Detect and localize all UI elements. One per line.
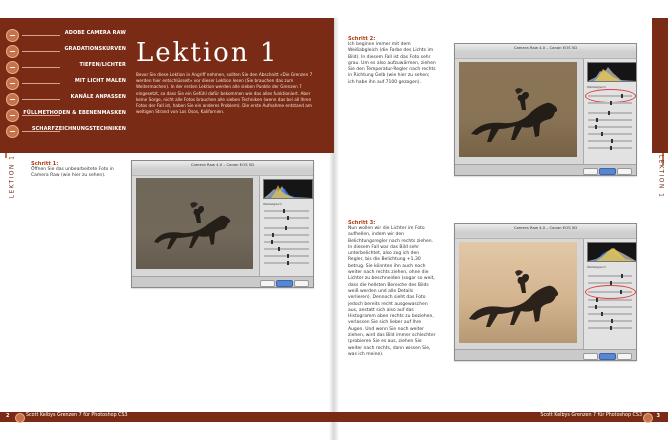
vertical-lesson-label-left	[2, 154, 16, 200]
nav-rule	[22, 35, 60, 36]
nav-label: KANÄLE ANPASSEN	[70, 94, 126, 100]
adjustment-panel	[259, 176, 313, 276]
nav-item-gradationskurven	[0, 44, 132, 59]
panel-label: Weißabgleich	[587, 265, 606, 269]
tool-strip	[132, 169, 313, 176]
histogram	[587, 242, 637, 262]
nav-label: TIEFEN/LICHTER	[79, 62, 126, 68]
adjustment-panel	[583, 59, 636, 164]
top-margin-left	[0, 0, 334, 18]
step-description: Ich beginne immer mit dem Weißabgleich (die Farbe des Lichts im Bild). In diesem Fall ist das Foto sehr grau. Um es also aufzuwärmen, ziehen Sie den Temperatur-Regler nach rechts in Richtung Gelb (wie hier zu sehen; ich habe ihn auf 7100 gezogen).	[348, 42, 436, 85]
adjustment-panel	[583, 239, 636, 350]
step-description: Nun wollen wir die Lichter im Foto aufhellen, indem wir den Belichtungsregler nach rechts ziehen. In diesem Fall war das Bild sehr unterbelichtet, also zog ich den Regler, bis die Belichtung +1,30 betrug. Sie könnten ihn auch noch weiter nach rechts ziehen, ohne die Lichter zu beschneiden (sogar so weit, dass die hellsten Bereiche des Bilds weiß werden und alle Details verlieren). Dennoch sieht das Foto jedoch bereits recht ausgewaschen aus, anstatt sich also auf das Histogramm oben rechts zu beziehen, verlassen Sie sich lieber auf Ihre Augen. Und wenn Sie noch weiter ziehen, wird das Bild immer schlechter (probieren Sie es aus, ziehen Sie weiter nach rechts, dann wissen Sie, was ich meine).	[348, 226, 436, 357]
circle-bullet-icon	[6, 93, 19, 106]
nav-label: SCHARFZEICHNUNGSTECHNIKEN	[31, 126, 126, 132]
window-title: Camera Raw 4.0 – Canon EOS 5D	[455, 44, 636, 53]
step-title: Schritt 2:	[348, 36, 376, 42]
tool-strip	[455, 232, 636, 239]
brightness-slider[interactable]	[588, 320, 632, 322]
dialog-footer	[455, 164, 636, 175]
step-2-text-block	[348, 36, 436, 86]
lesson-title: Lektion 1	[136, 38, 279, 68]
circle-bullet-icon	[6, 109, 19, 122]
page-number: 2	[6, 413, 10, 419]
horse-photo	[459, 62, 577, 157]
nav-rule	[22, 51, 60, 52]
tool-strip	[455, 52, 636, 59]
temperature-slider[interactable]	[588, 95, 632, 97]
histogram	[587, 62, 637, 82]
dialog-buttons	[583, 353, 633, 358]
brightness-slider[interactable]	[588, 140, 632, 142]
circle-bullet-icon	[6, 125, 19, 138]
blacks-slider[interactable]	[264, 248, 309, 250]
exposure-slider[interactable]	[264, 227, 309, 229]
recovery-slider[interactable]	[264, 234, 309, 236]
tint-slider[interactable]	[588, 102, 632, 104]
temperature-slider[interactable]	[264, 210, 309, 212]
nav-label: ADOBE CAMERA RAW	[64, 30, 126, 36]
nav-item-adobe-camera-raw	[0, 28, 132, 43]
top-margin-right	[334, 0, 668, 18]
circle-bullet-icon	[6, 45, 19, 58]
window-title: Camera Raw 4.0 – Canon EOS 5D	[132, 161, 313, 170]
window-title: Camera Raw 4.0 – Canon EOS 5D	[455, 224, 636, 233]
exposure-slider[interactable]	[588, 112, 632, 114]
circle-bullet-icon	[6, 77, 19, 90]
tint-slider[interactable]	[264, 217, 309, 219]
vertical-lesson-text: LEKTION 1	[8, 154, 16, 199]
nav-item-scharfzeichnung	[0, 124, 132, 139]
cancel-button[interactable]	[617, 353, 632, 360]
camera-raw-screenshot-3	[454, 223, 637, 361]
contrast-slider[interactable]	[264, 262, 309, 264]
tint-slider[interactable]	[588, 282, 632, 284]
circle-bullet-icon	[643, 413, 653, 423]
nav-label: FÜLLMETHODEN & EBENENMASKEN	[23, 110, 126, 116]
nav-item-kanaele-anpassen	[0, 92, 132, 107]
horse-photo	[459, 242, 577, 343]
dialog-buttons	[260, 280, 310, 285]
camera-raw-screenshot-2	[454, 43, 637, 176]
right-edge-band	[652, 18, 668, 153]
nav-label: MIT LICHT MALEN	[74, 78, 126, 84]
step-3-text-block	[348, 220, 436, 358]
recovery-slider[interactable]	[588, 119, 632, 121]
exposure-slider[interactable]	[588, 291, 632, 293]
fill-light-slider[interactable]	[588, 126, 632, 128]
fill-light-slider[interactable]	[588, 306, 632, 308]
lesson-intro-text: Bevor Sie diese Lektion in Angriff nehmen, sollten Sie den Abschnitt »Die Grenzen 7 werden hier entschlüsselt« vor dieser Lektion lesen (Sie brauchen das zum Weitermachen). In der ersten Lektion werden alle sieben Punkte der Grenzen 7 eingesetzt, so dass Sie ein Gefühl dafür bekommen wie das alles funktioniert. Aber keine Sorge, nicht alle Fotos brauchen alle sieben Techniken (wenn das bei all Ihren Fotos der Fall ist, haben Sie ein anderes Problem). Die erste Aufnahme entstand am weltigen Strand von Los Osos, Kalifornien.	[136, 72, 313, 115]
panel-label: Weißabgleich	[587, 85, 606, 89]
horse-rider-illustration	[459, 62, 577, 157]
vertical-lesson-text: LEKTION 1	[657, 154, 665, 199]
page-number: 3	[656, 413, 660, 419]
contrast-slider[interactable]	[588, 327, 632, 329]
horse-rider-illustration	[459, 242, 577, 343]
dialog-footer	[455, 349, 636, 360]
step-title: Schritt 3:	[348, 220, 376, 226]
step-1-text-block	[31, 161, 121, 180]
histogram	[263, 179, 313, 199]
nav-rule	[22, 99, 60, 100]
temperature-slider[interactable]	[588, 275, 632, 277]
open-image-button[interactable]	[599, 353, 616, 360]
save-image-button[interactable]	[583, 353, 598, 360]
circle-bullet-icon	[6, 61, 19, 74]
dialog-footer	[132, 276, 313, 287]
step-description: Öffnen Sie das unbearbeitete Foto in Camera Raw (wie hier zu sehen).	[31, 167, 114, 179]
cancel-button[interactable]	[294, 280, 309, 287]
step-title: Schritt 1:	[31, 161, 59, 167]
recovery-slider[interactable]	[588, 299, 632, 301]
open-image-button[interactable]	[276, 280, 293, 287]
contrast-slider[interactable]	[588, 147, 632, 149]
footer-book-title: Scott Kelbys Grenzen 7 für Photoshop CS3	[540, 413, 642, 418]
nav-item-fuellmethoden	[0, 108, 132, 123]
blacks-slider[interactable]	[588, 133, 632, 135]
dialog-buttons	[583, 168, 633, 173]
vertical-lesson-label-right	[651, 154, 665, 200]
histogram-graphic	[588, 63, 636, 81]
histogram-graphic	[588, 243, 636, 261]
blacks-slider[interactable]	[588, 313, 632, 315]
circle-bullet-icon	[6, 29, 19, 42]
footer-right	[334, 412, 668, 422]
cancel-button[interactable]	[617, 168, 632, 175]
horse-photo	[136, 178, 253, 269]
fill-light-slider[interactable]	[264, 241, 309, 243]
nav-rule	[22, 83, 60, 84]
footer-left	[0, 412, 334, 422]
footer-book-title: Scott Kelbys Grenzen 7 für Photoshop CS3	[26, 413, 128, 418]
nav-item-tiefen-lichter	[0, 60, 132, 75]
horse-rider-illustration	[136, 178, 253, 269]
save-image-button[interactable]	[583, 168, 598, 175]
open-image-button[interactable]	[599, 168, 616, 175]
brightness-slider[interactable]	[264, 255, 309, 257]
nav-item-mit-licht-malen	[0, 76, 132, 91]
camera-raw-screenshot-1	[131, 160, 314, 288]
nav-label: GRADATIONSKURVEN	[64, 46, 126, 52]
nav-rule	[22, 67, 60, 68]
save-image-button[interactable]	[260, 280, 275, 287]
circle-bullet-icon	[15, 413, 25, 423]
panel-label: Weißabgleich	[263, 202, 282, 206]
histogram-graphic	[264, 180, 312, 198]
